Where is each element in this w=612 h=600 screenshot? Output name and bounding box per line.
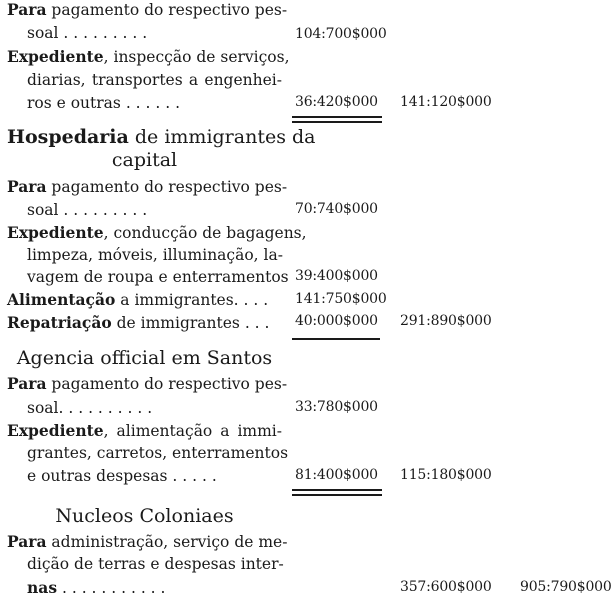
item-amount: 104:700$000 — [295, 26, 387, 42]
section-heading: capital — [111, 149, 178, 171]
entry-text-line: Expediente, alimentação a immi- — [7, 421, 282, 440]
entry-text-line: soal . . . . . . . . . — [27, 24, 148, 42]
section-subtotal: 141:120$000 — [400, 94, 492, 110]
entry-text-line: nas . . . . . . . . . . . — [27, 578, 166, 597]
sum-rule — [292, 116, 382, 118]
entry-text-line: e outras despesas . . . . . — [27, 467, 217, 485]
entry-text-line: grantes, carretos, enterramentos — [27, 444, 289, 462]
item-amount: 33:780$000 — [295, 399, 378, 415]
sum-rule — [292, 121, 382, 123]
entry-text-line: Repatriação de immigrantes . . . — [7, 313, 270, 332]
entry-text-line: dição de terras e despesas inter- — [27, 555, 284, 573]
sum-rule — [292, 494, 382, 496]
entry-text-line: Expediente, conducção de bagagens, — [7, 223, 307, 242]
entry-text-line: Para pagamento do respectivo pes- — [7, 374, 288, 393]
entry-text-line: Para pagamento do respectivo pes- — [7, 0, 288, 19]
section-subtotal: 115:180$000 — [400, 467, 492, 483]
entry-text-line: Alimentação a immigrantes. . . . — [7, 290, 269, 309]
item-amount: 81:400$000 — [295, 467, 378, 483]
section-heading: Nucleos Coloniaes — [55, 505, 234, 527]
entry-text-line: soal . . . . . . . . . — [27, 201, 148, 219]
section-heading: Hospedaria de immigrantes da — [7, 126, 316, 148]
entry-text-line: Para administração, serviço de me- — [7, 532, 288, 551]
entry-text-line: ros e outras . . . . . . — [27, 94, 181, 112]
item-amount: 40:000$000 — [295, 313, 378, 329]
entry-text-line: Expediente, inspecção de serviços, — [7, 47, 290, 66]
item-amount: 36:420$000 — [295, 94, 378, 110]
entry-text-line: vagem de roupa e enterramentos — [27, 268, 289, 286]
item-amount: 141:750$000 — [295, 291, 387, 307]
section-heading: Agencia official em Santos — [16, 347, 273, 369]
entry-text-line: Para pagamento do respectivo pes- — [7, 177, 288, 196]
section-subtotal: 291:890$000 — [400, 313, 492, 329]
entry-text-line: soal. . . . . . . . . . — [27, 399, 153, 417]
sum-rule — [292, 338, 380, 340]
entry-text-line: limpeza, móveis, illuminação, la- — [27, 246, 283, 264]
section-subtotal: 357:600$000 — [400, 579, 492, 595]
item-amount: 70:740$000 — [295, 201, 378, 217]
item-amount: 39:400$000 — [295, 268, 378, 284]
entry-text-line: diarias, transportes a engenhei- — [27, 71, 282, 89]
grand-total: 905:790$000 — [520, 579, 612, 595]
sum-rule — [292, 489, 382, 491]
